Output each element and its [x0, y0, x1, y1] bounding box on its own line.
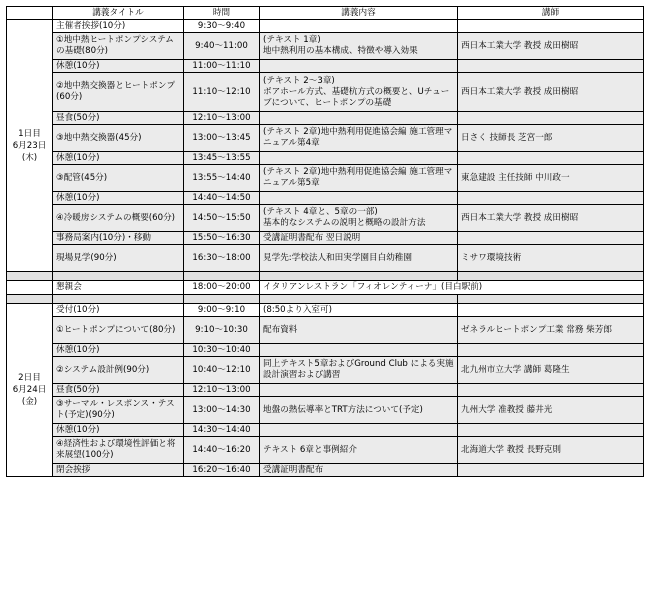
- session-content: [260, 192, 458, 205]
- schedule-table: [6, 6, 644, 477]
- schedule-row: [7, 112, 644, 125]
- schedule-row: [7, 424, 644, 437]
- schedule-row: [7, 344, 644, 357]
- gathering-content: イタリアンレストラン「フィオレンティーナ」(目白駅前): [260, 281, 644, 295]
- session-title: ③地中熱交換器(45分): [53, 125, 184, 152]
- session-title: 閉会挨拶: [53, 464, 184, 477]
- day1-day-cell: [7, 20, 53, 272]
- separator-row: [7, 295, 644, 304]
- header-row: [7, 7, 644, 20]
- header-content: 講義内容: [260, 7, 458, 20]
- session-title: ②システム設計例(90分): [53, 357, 184, 384]
- session-lecturer: [458, 20, 644, 33]
- session-lecturer: [458, 152, 644, 165]
- day2-date: 6月24日(金): [12, 385, 47, 407]
- schedule-row: [7, 245, 644, 272]
- session-content: (8:50より入室可): [260, 304, 458, 317]
- day1-date: 6月23日(木): [12, 140, 47, 163]
- day1-section: [7, 20, 644, 272]
- session-content: [260, 112, 458, 125]
- session-lecturer: [458, 60, 644, 73]
- session-title: 主催者挨拶(10分): [53, 20, 184, 33]
- session-time: 10:40～12:10: [184, 357, 260, 384]
- session-content: 受講証明書配布 翌日説明: [260, 232, 458, 245]
- header-time: 時間: [184, 7, 260, 20]
- session-lecturer: 西日本工業大学 教授 成田樹昭: [458, 33, 644, 60]
- session-time: 10:30～10:40: [184, 344, 260, 357]
- session-time: 13:00～14:30: [184, 397, 260, 424]
- schedule-row: [7, 73, 644, 112]
- session-lecturer: [458, 192, 644, 205]
- session-time: 12:10～13:00: [184, 112, 260, 125]
- session-title: 現場見学(90分): [53, 245, 184, 272]
- day2-day-cell: [7, 304, 53, 477]
- session-time: 9:00～9:10: [184, 304, 260, 317]
- session-time: 11:00～11:10: [184, 60, 260, 73]
- day2-label: 2日目: [18, 373, 41, 383]
- session-time: 9:10～10:30: [184, 317, 260, 344]
- schedule-row: [7, 464, 644, 477]
- corner-cell: [7, 7, 53, 20]
- session-content: [260, 384, 458, 397]
- header-title: 講義タイトル: [53, 7, 184, 20]
- schedule-row: [7, 192, 644, 205]
- session-content: 受講証明書配布: [260, 464, 458, 477]
- session-lecturer: 北海道大学 教授 長野克則: [458, 437, 644, 464]
- session-content: [260, 60, 458, 73]
- schedule-row: [7, 317, 644, 344]
- session-content: [260, 424, 458, 437]
- session-content: [260, 20, 458, 33]
- schedule-row: [7, 397, 644, 424]
- session-content: (テキスト 4章と、5章の一部) 基本的なシステムの説明と概略の設計方法: [260, 205, 458, 232]
- schedule-row: [7, 384, 644, 397]
- schedule-row: [7, 205, 644, 232]
- session-lecturer: [458, 424, 644, 437]
- session-time: 9:40～11:00: [184, 33, 260, 60]
- session-title: 休憩(10分): [53, 424, 184, 437]
- session-lecturer: [458, 232, 644, 245]
- session-content: [260, 152, 458, 165]
- session-time: 16:30～18:00: [184, 245, 260, 272]
- session-title: 休憩(10分): [53, 152, 184, 165]
- schedule-row: [7, 152, 644, 165]
- session-lecturer: 西日本工業大学 教授 成田樹昭: [458, 73, 644, 112]
- session-content: (テキスト 2～3章) ボアホール方式、基礎杭方式の概要と、Uチューブについて、ヒートポンプの基礎: [260, 73, 458, 112]
- session-time: 14:40～14:50: [184, 192, 260, 205]
- session-time: 14:50～15:50: [184, 205, 260, 232]
- session-lecturer: 日さく 技師長 芝宮一郎: [458, 125, 644, 152]
- session-title: 休憩(10分): [53, 344, 184, 357]
- session-content: (テキスト 2章)地中熱利用促進協会編 施工管理マニュアル第4章: [260, 125, 458, 152]
- schedule-row: [7, 165, 644, 192]
- schedule-row: [7, 60, 644, 73]
- session-lecturer: ミサワ環境技術: [458, 245, 644, 272]
- session-time: 14:40～16:20: [184, 437, 260, 464]
- schedule-row: [7, 125, 644, 152]
- schedule-row: [7, 357, 644, 384]
- session-content: 地盤の熱伝導率とTRT方法について(予定): [260, 397, 458, 424]
- session-title: ④経済性および環境性評価と将来展望(100分): [53, 437, 184, 464]
- session-content: (テキスト 1章) 地中熱利用の基本構成、特徴や導入効果: [260, 33, 458, 60]
- session-title: 休憩(10分): [53, 192, 184, 205]
- session-lecturer: [458, 304, 644, 317]
- session-content: 配布資料: [260, 317, 458, 344]
- session-lecturer: 九州大学 准教授 藤井光: [458, 397, 644, 424]
- session-title: 休憩(10分): [53, 60, 184, 73]
- schedule-row: [7, 33, 644, 60]
- session-time: 13:45～13:55: [184, 152, 260, 165]
- session-time: 9:30～9:40: [184, 20, 260, 33]
- session-content: テキスト 6章と事例紹介: [260, 437, 458, 464]
- session-title: ①地中熱ヒートポンプシステムの基礎(80分): [53, 33, 184, 60]
- header-lecturer: 講師: [458, 7, 644, 20]
- session-lecturer: 北九州市立大学 講師 葛隆生: [458, 357, 644, 384]
- schedule-row: [7, 304, 644, 317]
- session-title: ③配管(45分): [53, 165, 184, 192]
- session-content: (テキスト 2章)地中熱利用促進協会編 施工管理マニュアル第5章: [260, 165, 458, 192]
- session-time: 13:00～13:45: [184, 125, 260, 152]
- schedule-row: [7, 20, 644, 33]
- session-lecturer: 西日本工業大学 教授 成田樹昭: [458, 205, 644, 232]
- session-lecturer: [458, 464, 644, 477]
- session-title: ④冷暖房システムの概要(60分): [53, 205, 184, 232]
- session-lecturer: 東急建設 主任技師 中川政一: [458, 165, 644, 192]
- session-time: 14:30～14:40: [184, 424, 260, 437]
- session-content: 見学先:学校法人和田実学園目白幼稚園: [260, 245, 458, 272]
- session-lecturer: ゼネラルヒートポンプ工業 常務 柴芳郎: [458, 317, 644, 344]
- session-time: 15:50～16:30: [184, 232, 260, 245]
- gathering-row: [7, 281, 644, 295]
- session-title: ①ヒートポンプについて(80分): [53, 317, 184, 344]
- session-title: 事務局案内(10分)・移動: [53, 232, 184, 245]
- day1-label: 1日目: [18, 128, 41, 139]
- gathering-time: 18:00～20:00: [184, 281, 260, 295]
- session-lecturer: [458, 344, 644, 357]
- session-time: 13:55～14:40: [184, 165, 260, 192]
- schedule-container: [6, 6, 644, 477]
- session-lecturer: [458, 112, 644, 125]
- session-title: 昼食(50分): [53, 112, 184, 125]
- session-title: 昼食(50分): [53, 384, 184, 397]
- gathering-title: 懇親会: [53, 281, 184, 295]
- separator-row: [7, 272, 644, 281]
- schedule-row: [7, 232, 644, 245]
- session-title: ③サーマル・レスポンス・テスト(予定)(90分): [53, 397, 184, 424]
- session-time: 16:20～16:40: [184, 464, 260, 477]
- session-time: 12:10～13:00: [184, 384, 260, 397]
- session-time: 11:10～12:10: [184, 73, 260, 112]
- day2-section: [7, 304, 644, 477]
- session-lecturer: [458, 384, 644, 397]
- session-title: ②地中熱交換器とヒートポンプ(60分): [53, 73, 184, 112]
- session-title: 受付(10分): [53, 304, 184, 317]
- session-content: 同上テキスト5章およびGround Club による実施設計演習および講習: [260, 357, 458, 384]
- schedule-row: [7, 437, 644, 464]
- session-content: [260, 344, 458, 357]
